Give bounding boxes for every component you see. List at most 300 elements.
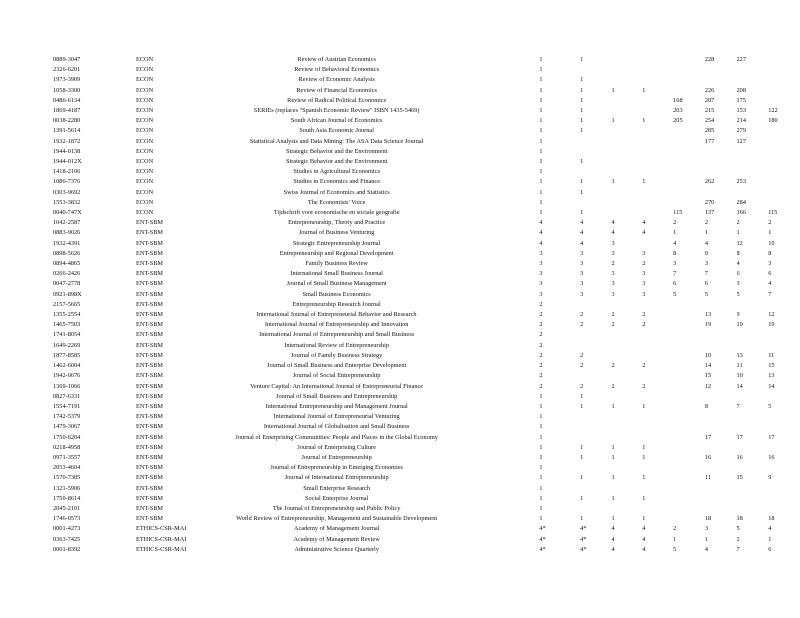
value-cell bbox=[673, 473, 705, 483]
value-cell bbox=[737, 484, 769, 494]
table-row bbox=[0, 535, 800, 545]
value-cell bbox=[642, 239, 673, 249]
value-cell bbox=[768, 126, 800, 136]
table-row bbox=[0, 361, 800, 371]
value-cell bbox=[611, 341, 642, 351]
table-row bbox=[0, 228, 800, 238]
value-cell: 168 bbox=[673, 96, 683, 104]
table-row bbox=[0, 290, 800, 300]
issn-cell: 0040-747X bbox=[53, 209, 82, 217]
value-cell: 6 bbox=[704, 280, 708, 288]
issn-cell: 1877-8585 bbox=[53, 351, 81, 359]
value-cell bbox=[611, 96, 642, 106]
issn-cell: 0883-9026 bbox=[53, 229, 81, 237]
issn-cell: 1932-1872 bbox=[53, 137, 81, 145]
category-cell: ECON bbox=[135, 209, 154, 217]
value-cell: 1 bbox=[539, 147, 543, 155]
issn-cell: 0827-6331 bbox=[53, 392, 81, 400]
value-cell bbox=[611, 300, 642, 310]
value-cell bbox=[705, 65, 737, 75]
table-row bbox=[0, 392, 800, 402]
journal-title-cell: Small Business Economics bbox=[302, 290, 371, 298]
value-cell bbox=[768, 65, 800, 75]
value-cell: 13 bbox=[768, 372, 775, 380]
value-cell: 4 bbox=[642, 545, 646, 553]
value-cell: 2 bbox=[642, 311, 646, 319]
value-cell: 2 bbox=[580, 321, 584, 329]
value-cell bbox=[673, 453, 705, 463]
value-cell bbox=[737, 443, 769, 453]
table-row bbox=[0, 239, 800, 249]
category-cell: ECON bbox=[135, 188, 154, 196]
value-cell: 1 bbox=[673, 535, 677, 543]
value-cell bbox=[768, 300, 800, 310]
value-cell: 153 bbox=[736, 107, 746, 115]
value-cell bbox=[673, 86, 705, 96]
table-row bbox=[0, 524, 800, 534]
value-cell bbox=[611, 392, 642, 402]
value-cell bbox=[768, 198, 800, 208]
value-cell bbox=[611, 371, 642, 381]
value-cell bbox=[673, 463, 705, 473]
journal-title-cell: Academy of Management Review bbox=[293, 535, 380, 543]
value-cell: 1 bbox=[539, 515, 543, 523]
value-cell bbox=[768, 96, 800, 106]
value-cell bbox=[580, 330, 611, 340]
value-cell: 4 bbox=[642, 525, 646, 533]
journal-title-cell: The Economists' Voice bbox=[307, 198, 366, 206]
value-cell bbox=[737, 463, 769, 473]
value-cell: 12 bbox=[768, 311, 775, 319]
value-cell bbox=[611, 412, 642, 422]
value-cell: 177 bbox=[704, 137, 715, 145]
value-cell: 1 bbox=[736, 229, 740, 237]
issn-cell: 1355-2554 bbox=[53, 311, 81, 319]
value-cell bbox=[768, 137, 800, 147]
category-cell: ECON bbox=[135, 96, 154, 104]
value-cell bbox=[642, 75, 673, 85]
table-row bbox=[0, 157, 800, 167]
table-row bbox=[0, 473, 800, 483]
value-cell bbox=[642, 198, 673, 208]
value-cell bbox=[642, 167, 673, 177]
value-cell bbox=[705, 167, 737, 177]
value-cell bbox=[673, 504, 705, 514]
value-cell: 4 bbox=[704, 239, 708, 247]
value-cell bbox=[611, 157, 642, 167]
value-cell bbox=[673, 351, 705, 361]
journal-title-cell: Small Enterprise Research bbox=[303, 484, 371, 492]
value-cell bbox=[737, 422, 769, 432]
value-cell bbox=[673, 341, 705, 351]
value-cell: 1 bbox=[539, 474, 543, 482]
value-cell bbox=[580, 463, 611, 473]
value-cell: 203 bbox=[673, 107, 683, 115]
value-cell bbox=[580, 167, 611, 177]
value-cell: 3 bbox=[611, 270, 615, 278]
value-cell: 215 bbox=[704, 107, 715, 115]
value-cell: 2 bbox=[642, 382, 646, 390]
issn-cell: 1086-7376 bbox=[53, 178, 81, 186]
table-row bbox=[0, 463, 800, 473]
value-cell: 4 bbox=[611, 525, 615, 533]
value-cell bbox=[642, 55, 673, 65]
value-cell: 1 bbox=[539, 484, 543, 492]
value-cell bbox=[768, 157, 800, 167]
value-cell: 207 bbox=[704, 96, 715, 104]
value-cell bbox=[673, 412, 705, 422]
value-cell: 18 bbox=[704, 515, 712, 523]
value-cell bbox=[642, 157, 673, 167]
value-cell bbox=[768, 330, 800, 340]
issn-cell: 0486-6134 bbox=[53, 96, 81, 104]
table-row bbox=[0, 249, 800, 259]
value-cell bbox=[705, 443, 737, 453]
value-cell bbox=[673, 157, 705, 167]
issn-cell: 0218-4958 bbox=[53, 443, 81, 451]
value-cell: 2 bbox=[539, 300, 543, 308]
value-cell: 5 bbox=[736, 525, 740, 533]
journal-title-cell: Journal of Enterprising Culture bbox=[297, 443, 376, 451]
value-cell: 14 bbox=[768, 382, 775, 390]
value-cell bbox=[768, 188, 800, 198]
value-cell: 208 bbox=[736, 86, 746, 94]
value-cell: 1 bbox=[539, 56, 543, 63]
journal-title-cell: Academy of Management Journal bbox=[293, 525, 380, 533]
journal-title-cell: Review of Behavioral Economics bbox=[294, 66, 380, 74]
value-cell: 1 bbox=[539, 158, 543, 166]
value-cell bbox=[642, 147, 673, 157]
value-cell: 1 bbox=[611, 494, 615, 502]
value-cell bbox=[580, 137, 611, 147]
table-row bbox=[0, 188, 800, 198]
value-cell bbox=[737, 412, 769, 422]
journal-title-cell: International Journal of Entrepreneurship and Innovation bbox=[264, 321, 409, 329]
value-cell bbox=[768, 341, 800, 351]
table-row bbox=[0, 137, 800, 147]
value-cell bbox=[611, 147, 642, 157]
value-cell: 2 bbox=[580, 311, 584, 319]
value-cell bbox=[642, 106, 673, 116]
value-cell: 19 bbox=[768, 321, 775, 329]
value-cell bbox=[705, 75, 737, 85]
value-cell bbox=[673, 422, 705, 432]
issn-cell: 0971-3557 bbox=[53, 453, 81, 461]
value-cell bbox=[642, 126, 673, 136]
value-cell: 4 bbox=[642, 535, 646, 543]
journal-title-cell: Review of Austrian Economics bbox=[297, 56, 376, 63]
value-cell: 4 bbox=[642, 229, 646, 237]
value-cell bbox=[705, 330, 737, 340]
value-cell: 1 bbox=[539, 96, 543, 104]
category-cell: ENT-SBM bbox=[135, 474, 164, 482]
value-cell: 3 bbox=[611, 249, 615, 257]
value-cell: 180 bbox=[768, 117, 778, 125]
value-cell bbox=[673, 55, 705, 65]
value-cell: 1 bbox=[539, 117, 543, 125]
table-row bbox=[0, 351, 800, 361]
table-row bbox=[0, 96, 800, 106]
value-cell: 1 bbox=[580, 117, 584, 125]
journal-title-cell: Journal of Enterprising Communities: People and Places in the Global Economy bbox=[235, 433, 438, 441]
value-cell bbox=[737, 167, 769, 177]
journal-title-cell: Review of Economic Analysis bbox=[298, 76, 375, 84]
category-cell: ECON bbox=[135, 158, 154, 166]
value-cell bbox=[580, 65, 611, 75]
value-cell: 8 bbox=[704, 402, 708, 410]
issn-cell: 1869-4187 bbox=[53, 107, 81, 115]
category-cell: ECON bbox=[135, 198, 154, 206]
category-cell: ECON bbox=[135, 137, 154, 145]
table-row bbox=[0, 433, 800, 443]
value-cell: 5 bbox=[673, 290, 677, 298]
value-cell: 6 bbox=[673, 280, 677, 288]
value-cell: 1 bbox=[611, 402, 615, 410]
value-cell: 279 bbox=[736, 127, 746, 135]
value-cell: 1 bbox=[580, 158, 584, 166]
value-cell bbox=[580, 341, 611, 351]
value-cell bbox=[673, 402, 705, 412]
value-cell: 4* bbox=[539, 525, 546, 533]
value-cell bbox=[642, 422, 673, 432]
table-row bbox=[0, 320, 800, 330]
value-cell: 10 bbox=[768, 239, 775, 247]
value-cell: 1 bbox=[611, 453, 615, 461]
value-cell: 1 bbox=[611, 515, 615, 523]
value-cell bbox=[642, 300, 673, 310]
value-cell bbox=[642, 341, 673, 351]
value-cell bbox=[673, 494, 705, 504]
issn-cell: 1746-0573 bbox=[53, 515, 81, 523]
category-cell: ENT-SBM bbox=[135, 300, 164, 308]
value-cell: 1 bbox=[580, 96, 584, 104]
value-cell: 2 bbox=[611, 260, 615, 268]
value-cell: 1 bbox=[539, 504, 543, 512]
value-cell bbox=[737, 147, 769, 157]
value-cell: 5 bbox=[768, 402, 772, 410]
issn-cell: 1750-6204 bbox=[53, 433, 81, 441]
table-row bbox=[0, 106, 800, 116]
category-cell: ENT-SBM bbox=[135, 382, 164, 390]
value-cell bbox=[642, 371, 673, 381]
category-cell: ENT-SBM bbox=[135, 433, 164, 441]
category-cell: ENT-SBM bbox=[135, 453, 164, 461]
value-cell: 2 bbox=[539, 331, 543, 339]
category-cell: ECON bbox=[135, 107, 154, 115]
value-cell: 6 bbox=[768, 270, 772, 278]
value-cell: 2 bbox=[539, 362, 543, 370]
value-cell bbox=[673, 443, 705, 453]
value-cell: 16 bbox=[736, 453, 743, 461]
value-cell: 3 bbox=[580, 249, 584, 257]
value-cell: 1 bbox=[539, 188, 543, 196]
issn-cell: 2157-5665 bbox=[53, 300, 81, 308]
value-cell: 11 bbox=[704, 474, 711, 482]
value-cell: 2 bbox=[539, 341, 543, 349]
value-cell: 12 bbox=[736, 239, 743, 247]
value-cell: 3 bbox=[539, 249, 543, 257]
issn-cell: 1649-2269 bbox=[53, 341, 81, 349]
value-cell bbox=[642, 392, 673, 402]
journal-title-cell: Venture Capital: An International Journal of Entrepreneurial Finance bbox=[250, 382, 424, 390]
value-cell: 9 bbox=[768, 474, 772, 482]
value-cell bbox=[673, 198, 705, 208]
journal-title-cell: Entrepreneurship, Theory and Practice bbox=[288, 219, 386, 227]
journal-title-cell: Studies in Economics and Finance bbox=[293, 178, 381, 186]
issn-cell: 1058-3300 bbox=[53, 86, 81, 94]
value-cell: 1 bbox=[768, 229, 772, 237]
value-cell bbox=[673, 300, 705, 310]
issn-cell: 0266-2426 bbox=[53, 270, 81, 278]
value-cell bbox=[673, 361, 705, 371]
value-cell: 4 bbox=[736, 260, 740, 268]
issn-cell: 0303-9692 bbox=[53, 188, 81, 196]
value-cell: 17 bbox=[736, 433, 743, 441]
value-cell: 6 bbox=[768, 545, 772, 553]
value-cell bbox=[768, 55, 800, 65]
value-cell: 1 bbox=[768, 535, 772, 543]
value-cell: 5 bbox=[704, 290, 708, 298]
value-cell bbox=[642, 463, 673, 473]
value-cell bbox=[611, 433, 642, 443]
value-cell bbox=[580, 371, 611, 381]
value-cell bbox=[611, 504, 642, 514]
value-cell: 1 bbox=[539, 443, 543, 451]
value-cell: 3 bbox=[704, 260, 708, 268]
value-cell bbox=[673, 147, 705, 157]
value-cell: 227 bbox=[736, 56, 746, 63]
value-cell: 4 bbox=[539, 239, 543, 247]
value-cell: 4 bbox=[580, 229, 584, 237]
value-cell bbox=[768, 147, 800, 157]
value-cell: 1 bbox=[539, 178, 543, 186]
value-cell bbox=[580, 198, 611, 208]
value-cell: 3 bbox=[642, 249, 646, 257]
value-cell: 1 bbox=[539, 76, 543, 84]
value-cell: 4 bbox=[642, 219, 646, 227]
issn-cell: 0898-5626 bbox=[53, 249, 81, 257]
journal-title-cell: Journal of Business Venturing bbox=[298, 229, 375, 237]
value-cell bbox=[705, 422, 737, 432]
value-cell: 15 bbox=[704, 372, 712, 380]
value-cell bbox=[768, 504, 800, 514]
value-cell bbox=[673, 371, 705, 381]
issn-cell: 0363-7425 bbox=[53, 535, 81, 543]
journal-title-cell: Tijdschrift voor economische en sociale geografie bbox=[273, 209, 400, 217]
value-cell bbox=[642, 412, 673, 422]
value-cell: 4 bbox=[539, 219, 543, 227]
table-row bbox=[0, 453, 800, 463]
value-cell bbox=[611, 106, 642, 116]
value-cell: 3 bbox=[642, 270, 646, 278]
value-cell: 2 bbox=[539, 321, 543, 329]
category-cell: ECON bbox=[135, 147, 154, 155]
value-cell bbox=[673, 177, 705, 187]
value-cell: 1 bbox=[539, 464, 543, 472]
value-cell: 262 bbox=[704, 178, 715, 186]
value-cell bbox=[768, 484, 800, 494]
value-cell bbox=[611, 75, 642, 85]
category-cell: ECON bbox=[135, 66, 154, 74]
category-cell: ECON bbox=[135, 178, 154, 186]
table-row bbox=[0, 208, 800, 218]
value-cell bbox=[737, 157, 769, 167]
value-cell: 1 bbox=[611, 474, 615, 482]
category-cell: ETHICS-CSR-MAI bbox=[135, 545, 187, 553]
journal-title-cell: Social Enterprise Journal bbox=[304, 494, 369, 502]
journal-title-cell: Journal of Entrepreneurship bbox=[301, 453, 372, 461]
value-cell: 3 bbox=[611, 290, 615, 298]
table-row bbox=[0, 494, 800, 504]
value-cell: 9 bbox=[736, 311, 740, 319]
table-row bbox=[0, 147, 800, 157]
category-cell: ENT-SBM bbox=[135, 351, 164, 359]
journal-title-cell: Strategic Entrepreneurship Journal bbox=[292, 239, 381, 247]
value-cell bbox=[737, 392, 769, 402]
table-row bbox=[0, 422, 800, 432]
issn-cell: 1944-0138 bbox=[53, 147, 81, 155]
value-cell: 226 bbox=[704, 86, 715, 94]
value-cell: 1 bbox=[704, 229, 708, 237]
issn-cell: 0001-4273 bbox=[53, 525, 81, 533]
category-cell: ENT-SBM bbox=[135, 341, 164, 349]
journal-title-cell: International Journal of Entrepreneurial Venturing bbox=[273, 413, 400, 421]
value-cell bbox=[611, 330, 642, 340]
value-cell: 2 bbox=[539, 372, 543, 380]
value-cell: 1 bbox=[580, 453, 584, 461]
value-cell bbox=[737, 65, 769, 75]
category-cell: ECON bbox=[135, 86, 154, 94]
value-cell: 4* bbox=[539, 535, 546, 543]
value-cell bbox=[642, 208, 673, 218]
value-cell: 1 bbox=[580, 127, 584, 135]
value-cell: 11 bbox=[768, 351, 775, 359]
category-cell: ENT-SBM bbox=[135, 270, 164, 278]
value-cell: 1 bbox=[580, 209, 584, 217]
value-cell bbox=[673, 514, 705, 524]
table-row bbox=[0, 514, 800, 524]
value-cell: 2 bbox=[736, 219, 740, 227]
value-cell bbox=[611, 126, 642, 136]
value-cell: 214 bbox=[736, 117, 746, 125]
value-cell: 228 bbox=[704, 56, 715, 63]
value-cell bbox=[737, 75, 769, 85]
category-cell: ENT-SBM bbox=[135, 290, 164, 298]
value-cell bbox=[673, 484, 705, 494]
journal-title-cell: Journal of Small Business and Entrepreneurship bbox=[276, 392, 398, 400]
value-cell: 4* bbox=[539, 545, 546, 553]
journal-title-cell: Entrepreneurship and Regional Development bbox=[279, 249, 394, 257]
category-cell: ETHICS-CSR-MAI bbox=[135, 535, 187, 543]
value-cell: 122 bbox=[768, 107, 778, 115]
value-cell bbox=[768, 422, 800, 432]
value-cell bbox=[673, 126, 705, 136]
issn-cell: 1042-2587 bbox=[53, 219, 81, 227]
category-cell: ENT-SBM bbox=[135, 464, 164, 472]
value-cell: 2 bbox=[704, 219, 708, 227]
value-cell: 1 bbox=[580, 107, 584, 115]
value-cell bbox=[611, 137, 642, 147]
value-cell: 2 bbox=[580, 382, 584, 390]
value-cell: 19 bbox=[736, 321, 743, 329]
value-cell: 253 bbox=[736, 178, 746, 186]
value-cell: 2 bbox=[642, 321, 646, 329]
category-cell: ENT-SBM bbox=[135, 260, 164, 268]
value-cell bbox=[611, 422, 642, 432]
value-cell bbox=[673, 167, 705, 177]
value-cell: 4* bbox=[580, 525, 587, 533]
value-cell bbox=[642, 484, 673, 494]
